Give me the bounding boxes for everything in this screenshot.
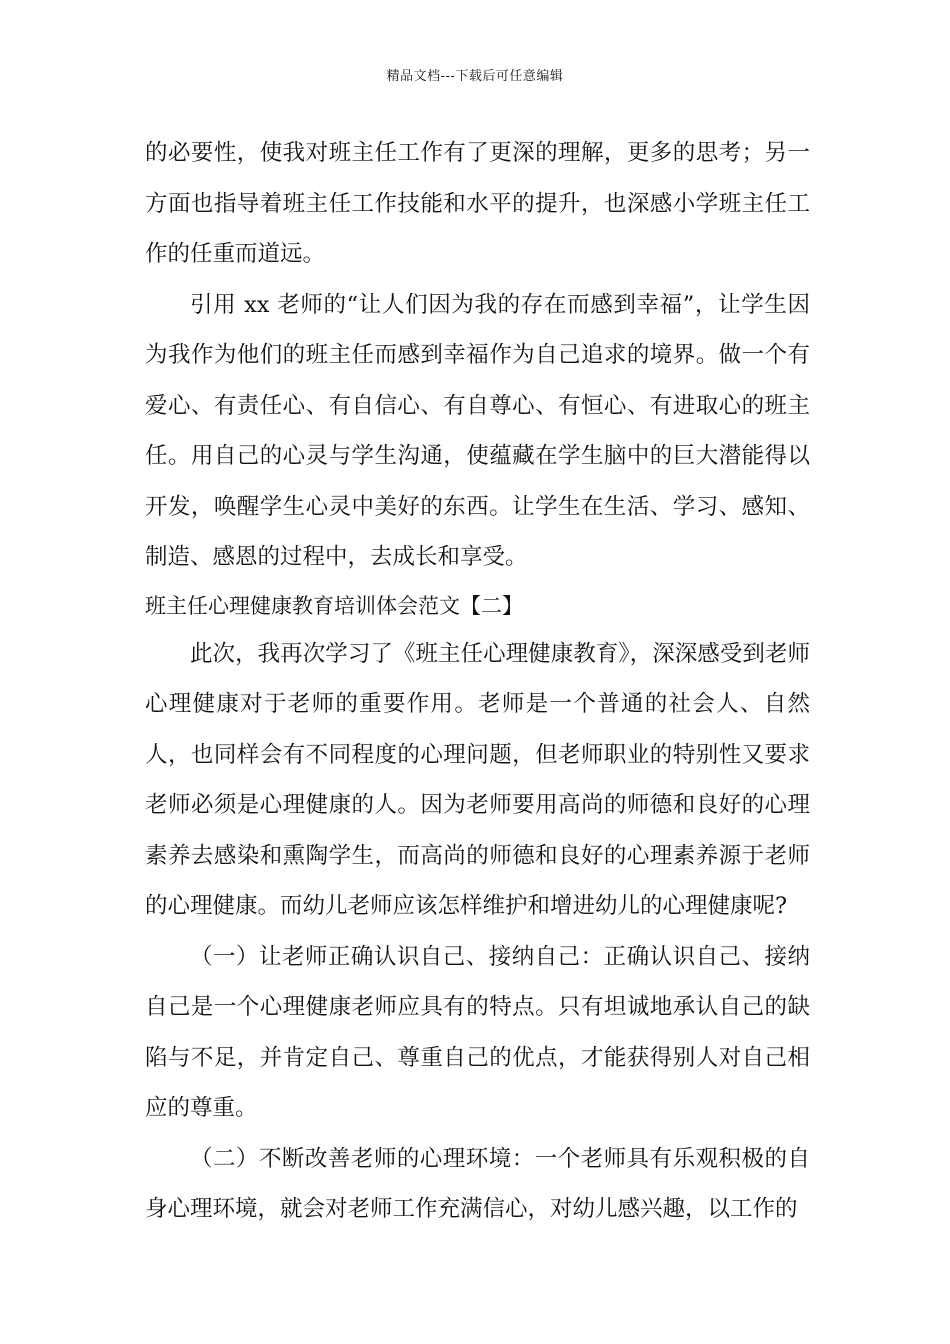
paragraph-intro: 此次，我再次学习了《班主任心理健康教育》，深深感受到老师心理健康对于老师的重要作用。老师是一个普通的社会人、自然人，也同样会有不同程度的心理问题，但老师职业的特别性又要求老师必须是心理健康的人。因为老师要用高尚的师德和良好的心理素养去感染和熏陶学生，而高尚的师德和良好的心理素养源于老师的心理健康。而幼儿老师应该怎样维护和增进幼儿的心理健康呢? [145,640,810,919]
document-body [145,128,810,1235]
paragraph-point-two: （二）不断改善老师的心理环境：一个老师具有乐观积极的自身心理环境，就会对老师工作充满信心，对幼儿感兴趣，以工作的 [145,1145,810,1222]
paragraph-point-one: （一）让老师正确认识自己、接纳自己：正确认识自己、接纳自己是一个心理健康老师应具有的特点。只有坦诚地承认自己的缺陷与不足，并肯定自己、尊重自己的优点，才能获得别人对自己相应的尊重。 [145,943,810,1121]
section-heading: 班主任心理健康教育培训体会范文【二】 [145,593,523,618]
paragraph-continuation: 的必要性，使我对班主任工作有了更深的理解，更多的思考；另一方面也指导着班主任工作技能和水平的提升，也深感小学班主任工作的任重而道远。 [145,140,810,267]
paragraph-quote: 引用 xx 老师的“让人们因为我的存在而感到幸福”，让学生因为我作为他们的班主任而感到幸福作为自己追求的境界。做一个有爱心、有责任心、有自信心、有自尊心、有恒心、有进取心的班主任。用自己的心灵与学生沟通，使蕴藏在学生脑中的巨大潜能得以开发，唤醒学生心灵中美好的东西。让学生在生活、学习、感知、制造、感恩的过程中，去成长和享受。 [145,291,810,570]
page-header: 精品文档---下载后可任意编辑 [386,69,564,84]
